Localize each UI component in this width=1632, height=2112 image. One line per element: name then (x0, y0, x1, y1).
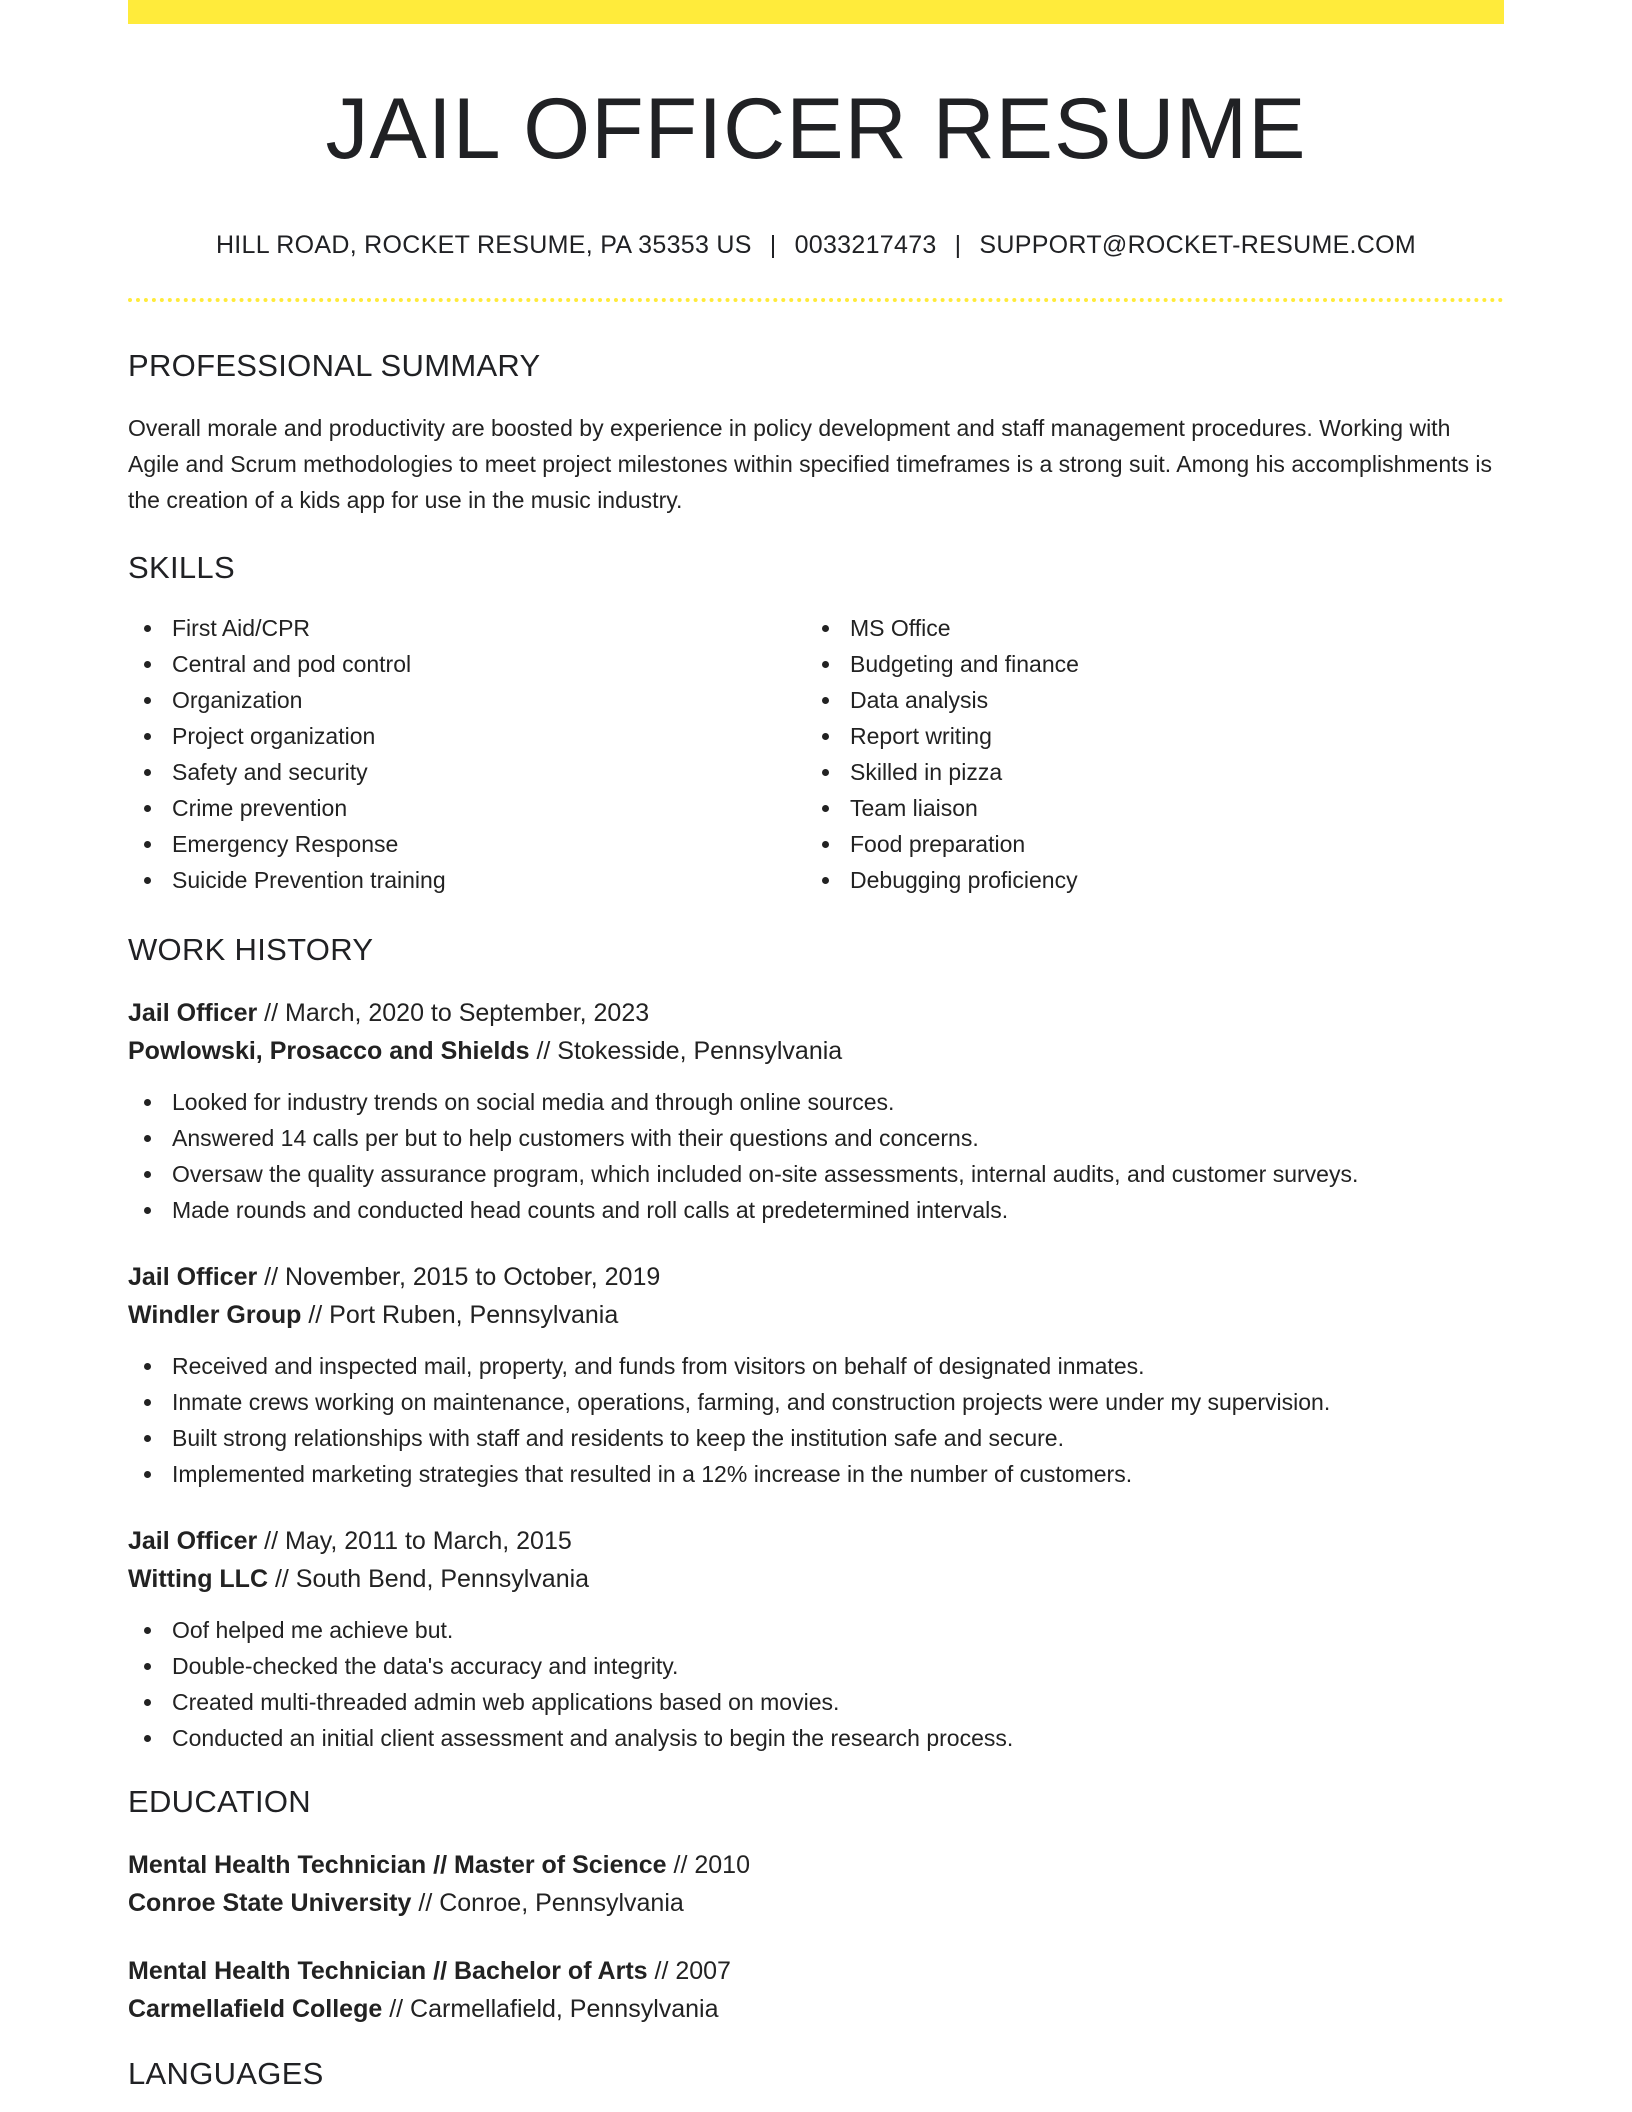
skills-column-right (806, 610, 1484, 898)
bullet-text: Oversaw the quality assurance program, which included on-site assessments, internal audits, and customer surveys. (172, 1160, 1359, 1187)
skill-item (128, 754, 806, 790)
bullet-dot (822, 805, 829, 812)
education-location: // Carmellafield, Pennsylvania (382, 1994, 719, 2023)
job-title: Jail Officer (128, 1526, 258, 1555)
bullet-text: Central and pod control (172, 650, 412, 677)
contact-address: HILL ROAD, ROCKET RESUME, PA 35353 US (215, 230, 752, 259)
education-degree-line (128, 1952, 1504, 1990)
job-company: Powlowski, Prosacco and Shields (128, 1036, 530, 1065)
job-bullet (128, 1456, 1504, 1492)
bullet-text: Oof helped me achieve but. (172, 1616, 454, 1643)
contact-separator: | (954, 230, 962, 259)
education-degree: Mental Health Technician // Master of Science (128, 1850, 667, 1879)
job-dates: // March, 2020 to September, 2023 (257, 998, 650, 1027)
bullet-text: Crime prevention (172, 794, 348, 821)
skill-item (806, 862, 1484, 898)
work-history-heading: WORK HISTORY (128, 931, 374, 967)
education-entry (128, 1952, 1504, 2028)
languages-heading: LANGUAGES (128, 2055, 324, 2091)
bullet-dot (822, 625, 829, 632)
job-bullet (128, 1720, 1504, 1756)
bullet-text: Project organization (172, 722, 376, 749)
bullet-text: Looked for industry trends on social media and through online sources. (172, 1088, 895, 1115)
bullet-dot (144, 1735, 151, 1742)
bullet-dot (822, 733, 829, 740)
bullet-dot (144, 1135, 151, 1142)
bullet-dot (144, 805, 151, 812)
bullet-dot (144, 877, 151, 884)
bullet-dot (144, 1663, 151, 1670)
job-company-line (128, 1560, 1504, 1598)
bullet-dot (822, 697, 829, 704)
bullet-text: Team liaison (850, 794, 978, 821)
skill-item (806, 826, 1484, 862)
job-bullet (128, 1120, 1504, 1156)
job-bullet (128, 1384, 1504, 1420)
bullet-text: Data analysis (850, 686, 989, 713)
bullet-dot (822, 661, 829, 668)
bullet-dot (822, 841, 829, 848)
bullet-dot (144, 697, 151, 704)
bullet-text: Report writing (850, 722, 992, 749)
education-degree-line (128, 1846, 1504, 1884)
education-year: // 2007 (647, 1956, 731, 1985)
job-location: // Port Ruben, Pennsylvania (301, 1300, 619, 1329)
education-list (128, 1846, 1504, 2028)
job-title-line (128, 1258, 1504, 1296)
job-location: // Stokesside, Pennsylvania (529, 1036, 843, 1065)
skill-item (128, 790, 806, 826)
job-bullets (128, 1084, 1504, 1228)
contact-email[interactable]: SUPPORT@ROCKET-RESUME.COM (979, 230, 1417, 259)
education-school-line (128, 1884, 1504, 1922)
job-company: Windler Group (128, 1300, 302, 1329)
job-bullet (128, 1684, 1504, 1720)
bullet-dot (822, 769, 829, 776)
education-school: Carmellafield College (128, 1994, 383, 2023)
job-bullet (128, 1084, 1504, 1120)
bullet-text: Inmate crews working on maintenance, operations, farming, and construction projects were under my supervision. (172, 1388, 1331, 1415)
skill-item (128, 826, 806, 862)
skills-list (128, 610, 1504, 898)
job-entry (128, 994, 1504, 1228)
top-accent-bar (128, 0, 1504, 24)
job-bullet (128, 1612, 1504, 1648)
bullet-text: Conducted an initial client assessment and analysis to begin the research process. (172, 1724, 1014, 1751)
contact-separator: | (769, 230, 777, 259)
job-company-line (128, 1296, 1504, 1334)
bullet-text: Created multi-threaded admin web applications based on movies. (172, 1688, 840, 1715)
bullet-text: Double-checked the data's accuracy and integrity. (172, 1652, 679, 1679)
bullet-text: Built strong relationships with staff and residents to keep the institution safe and secure. (172, 1424, 1064, 1451)
skill-item (806, 754, 1484, 790)
bullet-text: Answered 14 calls per but to help customers with their questions and concerns. (172, 1124, 979, 1151)
skill-item (128, 646, 806, 682)
summary-text: Overall morale and productivity are boosted by experience in policy development and staff management procedures. Working with Agile and Scrum methodologies to meet project milestones within specified timeframes is a strong suit. Among his accomplishments is the creation of a kids app for use in the music industry. (128, 414, 1492, 513)
bullet-text: Organization (172, 686, 303, 713)
education-school-line (128, 1990, 1504, 2028)
job-bullet (128, 1348, 1504, 1384)
bullet-text: MS Office (850, 614, 951, 641)
bullet-text: Food preparation (850, 830, 1026, 857)
bullet-text: Received and inspected mail, property, and funds from visitors on behalf of designated inmates. (172, 1352, 1145, 1379)
bullet-text: Implemented marketing strategies that resulted in a 12% increase in the number of customers. (172, 1460, 1133, 1487)
contact-line (128, 231, 1504, 260)
job-location: // South Bend, Pennsylvania (268, 1564, 590, 1593)
bullet-dot (144, 733, 151, 740)
bullet-text: First Aid/CPR (172, 614, 311, 641)
job-title: Jail Officer (128, 998, 258, 1027)
skill-item (806, 646, 1484, 682)
job-title: Jail Officer (128, 1262, 258, 1291)
skill-item (128, 610, 806, 646)
skill-item (806, 682, 1484, 718)
resume-page (128, 0, 1504, 2092)
education-heading: EDUCATION (128, 1783, 311, 1819)
job-company-line (128, 1032, 1504, 1070)
job-bullet (128, 1192, 1504, 1228)
bullet-dot (822, 877, 829, 884)
bullet-dot (144, 625, 151, 632)
job-bullet (128, 1156, 1504, 1192)
bullet-dot (144, 1627, 151, 1634)
job-bullet (128, 1648, 1504, 1684)
skill-item (806, 718, 1484, 754)
job-title-line (128, 994, 1504, 1032)
education-degree: Mental Health Technician // Bachelor of Arts (128, 1956, 648, 1985)
education-year: // 2010 (666, 1850, 750, 1879)
skill-item (128, 682, 806, 718)
skills-heading: SKILLS (128, 549, 235, 585)
bullet-dot (144, 1099, 151, 1106)
resume-title: JAIL OFFICER RESUME (325, 81, 1307, 177)
bullet-dot (144, 1171, 151, 1178)
bullet-dot (144, 1399, 151, 1406)
skill-item (806, 610, 1484, 646)
job-dates: // November, 2015 to October, 2019 (257, 1262, 661, 1291)
contact-phone: 0033217473 (794, 230, 937, 259)
bullet-text: Made rounds and conducted head counts and roll calls at predetermined intervals. (172, 1196, 1009, 1223)
education-entry (128, 1846, 1504, 1922)
bullet-dot (144, 1699, 151, 1706)
education-school: Conroe State University (128, 1888, 412, 1917)
skill-item (806, 790, 1484, 826)
bullet-dot (144, 841, 151, 848)
job-dates: // May, 2011 to March, 2015 (257, 1526, 572, 1555)
job-entry (128, 1258, 1504, 1492)
bullet-dot (144, 1471, 151, 1478)
job-company: Witting LLC (128, 1564, 269, 1593)
job-bullets (128, 1612, 1504, 1756)
bullet-text: Suicide Prevention training (172, 866, 446, 893)
work-history-list (128, 994, 1504, 1756)
summary-heading: PROFESSIONAL SUMMARY (128, 347, 541, 383)
dotted-divider (128, 298, 1504, 302)
bullet-dot (144, 661, 151, 668)
job-title-line (128, 1522, 1504, 1560)
bullet-text: Safety and security (172, 758, 368, 785)
bullet-text: Skilled in pizza (850, 758, 1003, 785)
bullet-dot (144, 1435, 151, 1442)
job-entry (128, 1522, 1504, 1756)
bullet-text: Emergency Response (172, 830, 399, 857)
bullet-dot (144, 769, 151, 776)
bullet-text: Debugging proficiency (850, 866, 1078, 893)
bullet-dot (144, 1363, 151, 1370)
bullet-dot (144, 1207, 151, 1214)
education-location: // Conroe, Pennsylvania (411, 1888, 684, 1917)
job-bullets (128, 1348, 1504, 1492)
skills-column-left (128, 610, 806, 898)
skill-item (128, 862, 806, 898)
job-bullet (128, 1420, 1504, 1456)
bullet-text: Budgeting and finance (850, 650, 1079, 677)
skill-item (128, 718, 806, 754)
